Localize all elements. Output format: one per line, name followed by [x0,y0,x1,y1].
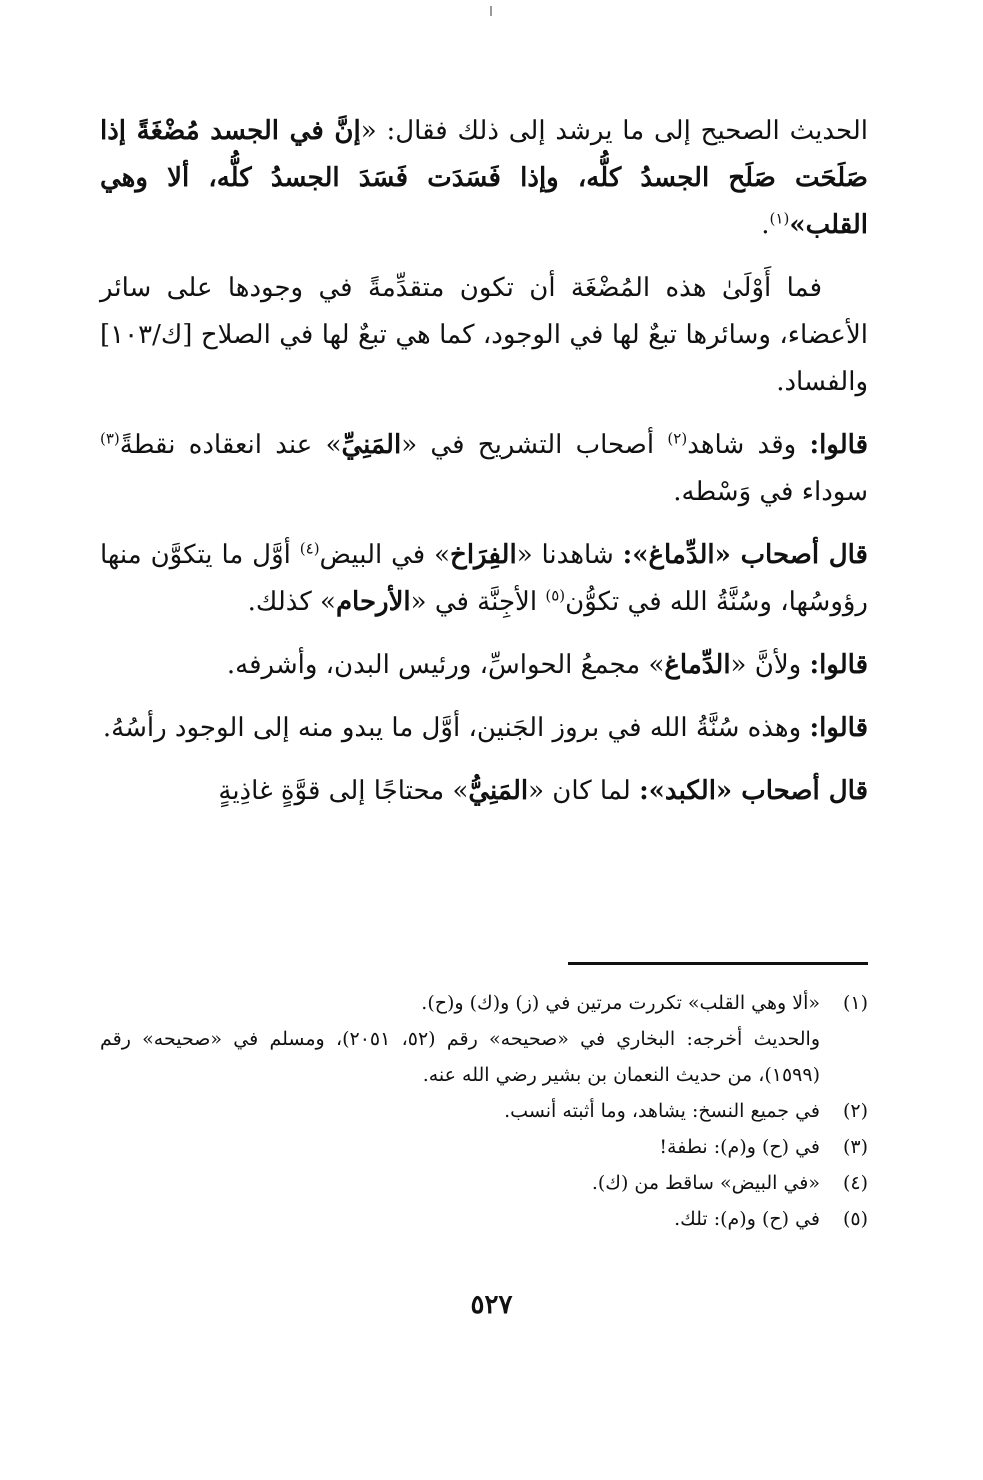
footnote-number: (٥) [842,1208,868,1230]
p4-t1: شاهدنا « [516,540,623,570]
p6-t1: وهذه سُنَّةُ الله في بروز الجَنين، أوَّل ما يبدو منه إلى الوجود رأسُهُ. [102,713,810,743]
paragraph-2 [100,265,868,406]
footnote-text: في (ح) و(م): تلك. [674,1208,820,1230]
p4-t2: » في البيض [319,540,451,570]
p5-t2: » مجمعُ الحواسِّ، ورئيس البدن، وأشرفه. [226,650,665,680]
p3-t3: » عند انعقاده نقطةً [119,430,342,460]
p4-t4: الأجِنَّة في « [410,587,546,617]
p3-t4: سوداء في وَسْطه. [673,477,868,507]
p1-close-quote: » [789,210,806,240]
footnote-2 [100,1093,868,1129]
footnote-number: (٤) [842,1172,868,1194]
p5-t1: ولأنَّ « [730,650,810,680]
footnote-5 [100,1201,868,1237]
footnote-ref-5: (٥) [545,586,566,605]
main-text [100,108,868,831]
footnote-ref-2: (٢) [667,429,688,448]
page-number: ٥٢٧ [470,1290,513,1320]
p7-bold-term: المَنِيُّ [468,776,529,806]
p7-lead: قال أصحاب «الكبد»: [639,776,868,806]
footnotes [100,985,868,1237]
top-crop-mark [490,6,492,16]
footnote-number: (٣) [842,1136,868,1158]
footnote-number: (٢) [842,1100,868,1122]
p4-bold-term-2: الأرحام [335,587,411,617]
p3-lead: قالوا: [809,430,868,460]
p4-t5: » كذلك. [247,587,336,617]
footnote-ref-3: (٣) [100,429,120,448]
p6-lead: قالوا: [809,713,868,743]
p4-lead: قال أصحاب «الدِّماغ»: [622,540,868,570]
p2-text: فما أَوْلَىٰ هذه المُضْغَة أن تكون متقدِّمةً في وجودها على سائر الأعضاء، وسائرها تبعٌ لها في الوجود، كما هي تبعٌ لها في الصلاح [ك/١٠٣] والفساد. [100,273,868,397]
p3-t1: وقد شاهد [687,430,810,460]
footnote-1 [100,985,868,1021]
p1-end: . [761,210,770,240]
paragraph-3 [100,422,868,516]
footnote-1-continuation: والحديث أخرجه: البخاري في «صحيحه» رقم (٥٢، ٢٠٥١)، ومسلم في «صحيحه» رقم (١٥٩٩)، من حديث النعمان بن بشير رضي الله عنه. [100,1028,821,1086]
p5-lead: قالوا: [809,650,868,680]
footnote-3 [100,1129,868,1165]
p3-bold-term: المَنِيِّ [341,430,402,460]
footnote-text: في (ح) و(م): نطفة! [659,1136,820,1158]
footnote-ref-4: (٤) [299,539,320,558]
p7-t1: لما كان « [528,776,640,806]
paragraph-7 [100,768,868,815]
footnote-text: في جميع النسخ: يشاهد، وما أثبته أنسب. [504,1100,820,1122]
footnote-4 [100,1165,868,1201]
paragraph-6 [100,705,868,752]
paragraph-4 [100,532,868,626]
footnote-text: «ألا وهي القلب» تكررت مرتين في (ز) و(ك) و(ح). [421,992,820,1014]
p4-bold-term-1: الفِرَاخ [450,540,517,570]
p7-t2: » محتاجًا إلى قوَّةٍ غاذِيةٍ [218,776,469,806]
footnote-text: «في البيض» ساقط من (ك). [591,1172,820,1194]
p1-hadith-quote: إنَّ في الجسد مُضْغَةً إذا صَلَحَت صَلَح الجسدُ كلُّه، وإذا فَسَدَت فَسَدَ الجسدُ كلُّه، ألا وهي القلب [100,116,868,240]
paragraph-5 [100,642,868,689]
p4-t3: أوَّل ما يتكوَّن منها رؤوسُها، وسُنَّةُ الله في تكوُّن [100,540,868,617]
footnote-number: (١) [842,992,868,1014]
footnote-ref-1: (١) [769,209,790,228]
p5-bold-term: الدِّماغ [664,650,731,680]
p1-text: الحديث الصحيح إلى ما يرشد إلى ذلك فقال: « [360,116,868,146]
paragraph-1 [100,108,868,249]
p3-t2: أصحاب التشريح في « [401,430,668,460]
footnote-separator [568,962,868,965]
